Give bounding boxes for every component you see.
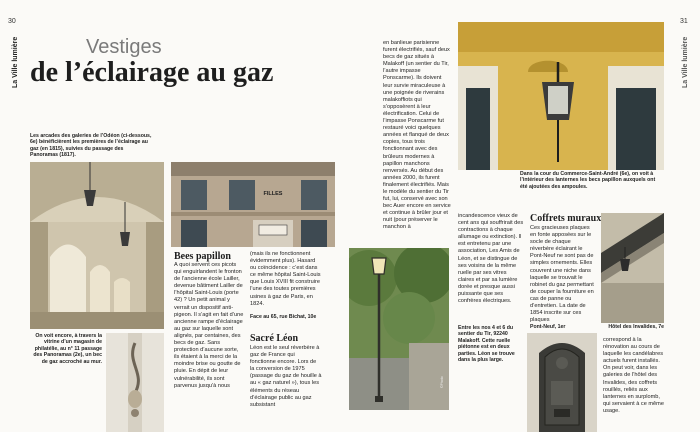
photo-credit: ©Photo: [440, 376, 444, 388]
leon-lamp-photo: [349, 248, 449, 410]
sacre-text: Léon est le seul réverbère à gaz de France qui fonctionne encore. Lors de la conversion de 1975 (passage du gaz de houille à au « gaz naturel »), tous les éléments du réseau d’éclairage public au gaz subsistant: [250, 345, 322, 408]
arcade-photo: [30, 162, 164, 329]
leon-address: Entre les nos 4 et 6 du sentier du Tir, 92240 Malakoff. Cette ruelle piétonne est en deux parties. Léon se trouve dans la plus large.: [458, 325, 515, 364]
coffrets-heading: Coffrets muraux: [530, 213, 602, 224]
bees-text: À quoi servent ces picots qui enguirlandent le fronton de l’ancienne école Lailler, devenue bâtiment Lailler de l’hôpital Saint-Louis (porte 42) ? Un petit animal y verrait un dispositif anti-pigeon. Il s’agit en fait d’une ancienne rampe d’éclairage au gaz sur laquelle sont alignés, par centaines, des becs de gaz. Sans protection d’aucune sorte, ils étaient à la merci de la moindre brise ou goutte de pluie. En dépit de leur vulnérabilité, ils sont parvenus jusqu’à nous: [174, 262, 244, 389]
mid-address: Face au 65, rue Bichat, 10e: [250, 314, 317, 320]
courtyard-caption: Dans la cour du Commerce-Saint-André (6e), on voit à l’intérieur des lanternes les becs papillon auxquels ont été ajoutées des ampoules.: [520, 171, 656, 190]
title-kicker: Vestiges: [86, 36, 162, 58]
mid-text: (mais ils ne fonctionnent évidemment plus). Hasard ou coïncidence : c’est dans ce même hôpital Saint-Louis que Louis XVIII fit construire l’une des toutes premières usines à gaz de Paris, en 1824.: [250, 251, 321, 307]
filles-sign: FILLES: [263, 191, 283, 197]
pont-neuf-coffret-photo: [527, 333, 597, 432]
invalides-text: correspond à la rénovation au cours de laquelle les candélabres actuels furent installés. On peut voir, dans les galeries de l’hôtel des Invalides, des coffrets rouillés, reliés aux lanternes en surplomb, qui servaient à ce même usage.: [603, 337, 664, 414]
page-number-left: 30: [8, 18, 16, 25]
panoramas-caption: On voit encore, à travers la vitrine d’un magasin de philatélie, au n° 11 passage des Panoramas (2e), un bec de gaz accroché au mur.: [33, 333, 102, 365]
malakoff-text: en banlieue parisienne furent électrifiés, sauf deux becs de gaz situés à Malakoff (un sentier du Tir, l’autre impasse Ponscarme). Ils doivent leur survie miraculeuse à une poignée de riverains malakoffiots qui s’opposèrent à leur électrification. Celui de l’impasse Ponscarme fut restauré voici quelques années et flanqué de deux copies, tous trois fonctionnant avec des brûleurs modernes à papillon manchons renversés. Au début des années 2000, ils furent finalement électrifiés. Mais le modèle du sentier du Tir fut, lui, conservé avec son bec Auer encore en service et continue à brûler jour et nuit (pour préserver le manchon à: [383, 40, 451, 231]
coffrets-text: Ces gracieuses plaques en fonte apposées sur le socle de chaque réverbère éclairant le Pont-Neuf ne sont pas de simples ornements. Elles couvrent une niche dans laquelle se trouvait le robinet du gaz permettant de couper la fourniture en cas de panne ou d’entretien. La date de 1854 inscrite sur ces plaques: [530, 225, 594, 323]
building-photo: [171, 162, 335, 247]
courtyard-lantern-photo: [458, 22, 664, 170]
invalides-caption: Hôtel des Invalides, 7e: [608, 324, 664, 330]
page-title: de l’éclairage au gaz: [30, 57, 274, 88]
bees-heading: Bees papillon: [174, 251, 231, 262]
sacre-heading: Sacré Léon: [250, 333, 299, 344]
invalides-photo: [601, 213, 664, 323]
intro-caption: Les arcades des galeries de l’Odéon (ci-dessous, 6e) bénéficièrent les premières de l’éclairage au gaz (en 1815), suivies du passage des Panoramas (1817).: [30, 133, 152, 159]
gas-bracket-photo: [106, 333, 164, 432]
running-head-left: La Ville lumière: [12, 36, 19, 88]
leon-text: incandescence vieux de cent ans qui souffrirait des contractions à chaque allumage ou extinction). Il est entretenu par une association, Les Amis de Léon, et se distingue de ses voisins de la même ruelle par ses vitres claires et par sa lumière dorée et presque aussi puissante que ses confrères électriques.: [458, 213, 524, 305]
running-head-right: La Ville lumière: [682, 36, 689, 88]
page-number-right: 31: [680, 18, 688, 25]
coffrets-address: Pont-Neuf, 1er: [530, 324, 566, 330]
